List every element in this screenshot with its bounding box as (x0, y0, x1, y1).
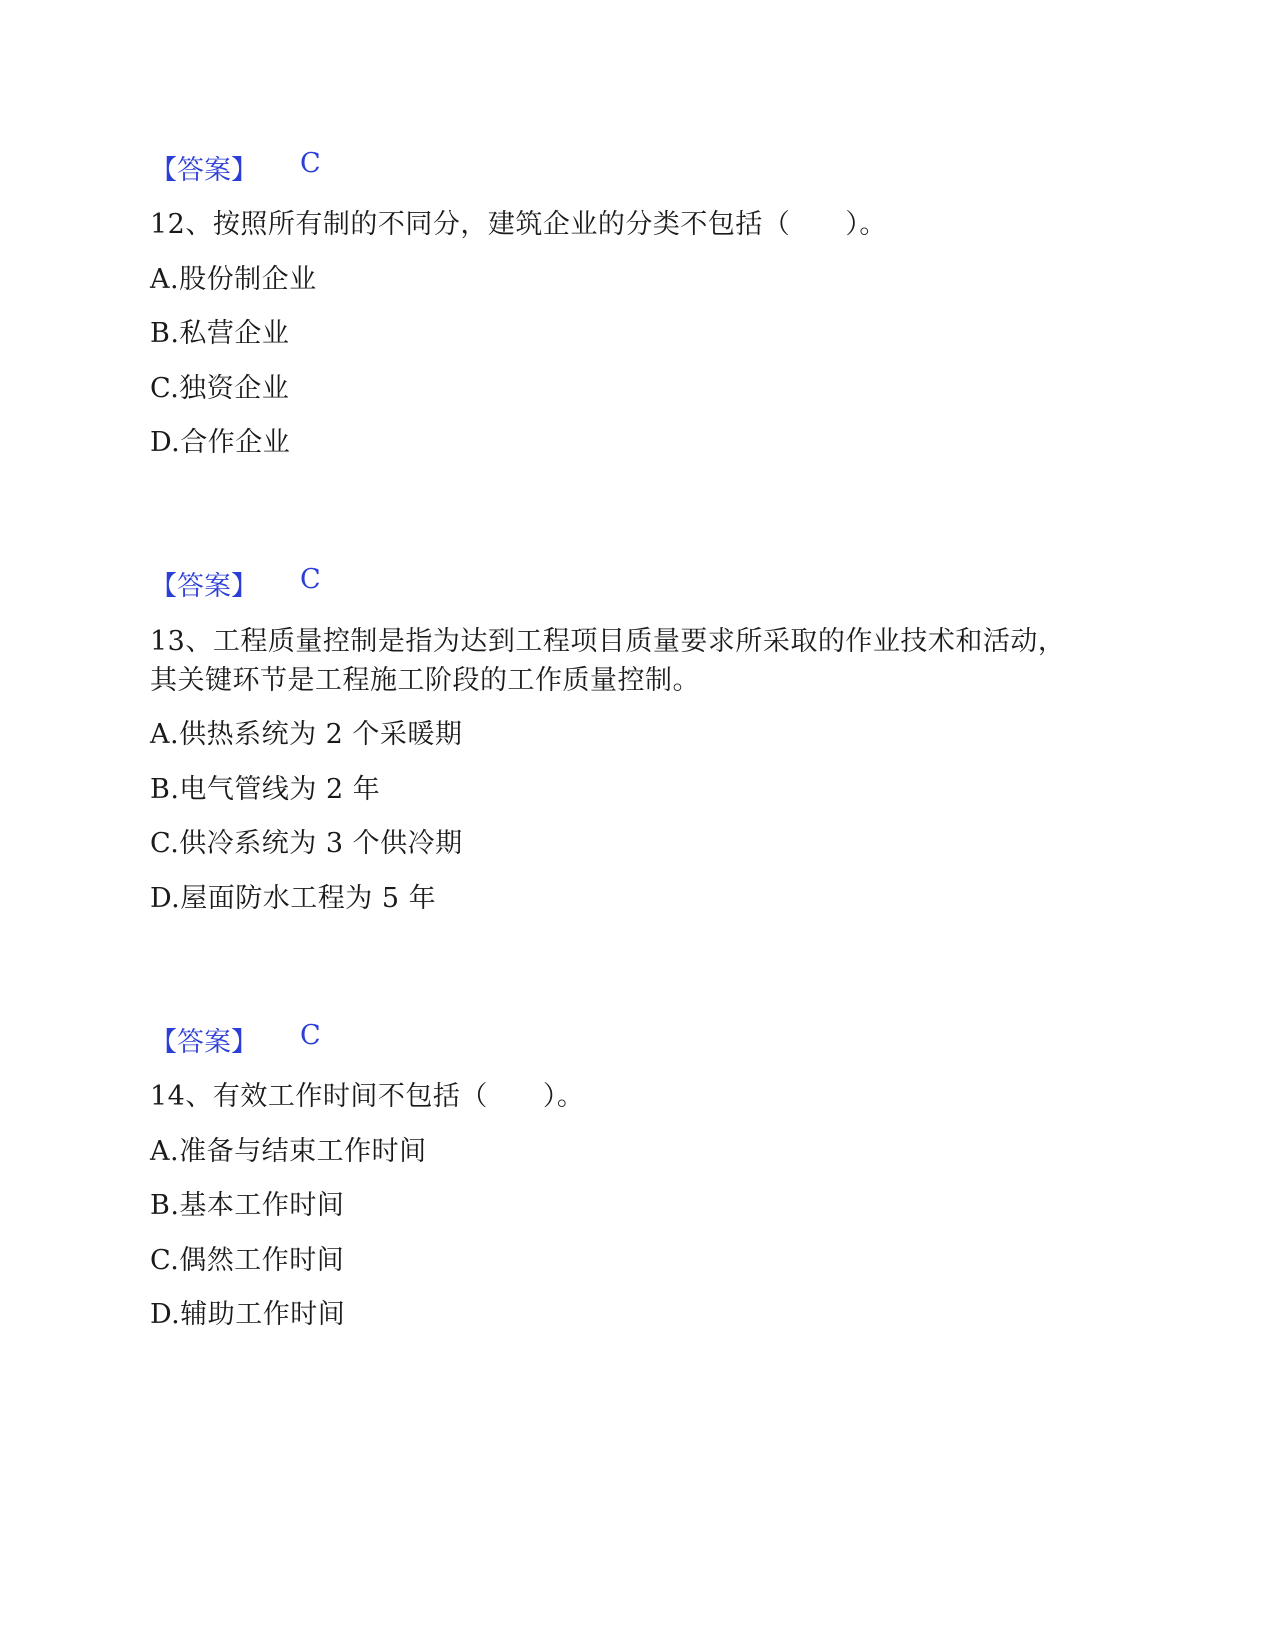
option-a: A.供热系统为 2 个采暖期 (150, 719, 463, 750)
question-text: 12、按照所有制的不同分，建筑企业的分类不包括（ ）。 (150, 209, 887, 240)
option-d: D.辅助工作时间 (150, 1299, 346, 1330)
answer-label: 【答案】 (150, 1027, 258, 1058)
option-d: D.屋面防水工程为 5 年 (150, 883, 437, 914)
option-b: B.电气管线为 2 年 (150, 774, 381, 805)
answer-value: C (300, 148, 321, 179)
question-text: 13、工程质量控制是指为达到工程项目质量要求所采取的作业技术和活动， (150, 626, 1066, 657)
answer-value: C (300, 1020, 321, 1051)
answer-value: C (300, 564, 321, 595)
answer-label: 【答案】 (150, 571, 258, 602)
option-c: C.偶然工作时间 (150, 1245, 345, 1276)
question-text: 14、有效工作时间不包括（ ）。 (150, 1081, 585, 1112)
answer-row (150, 148, 321, 187)
question-text-continued: 其关键环节是工程施工阶段的工作质量控制。 (150, 665, 700, 696)
answer-row (150, 564, 321, 603)
option-c: C.独资企业 (150, 373, 290, 404)
option-a: A.准备与结束工作时间 (150, 1136, 427, 1167)
option-c: C.供冷系统为 3 个供冷期 (150, 828, 463, 859)
option-d: D.合作企业 (150, 427, 291, 458)
option-b: B.基本工作时间 (150, 1190, 345, 1221)
option-b: B.私营企业 (150, 318, 290, 349)
option-a: A.股份制企业 (150, 264, 317, 295)
answer-row (150, 1020, 321, 1059)
answer-label: 【答案】 (150, 155, 258, 186)
